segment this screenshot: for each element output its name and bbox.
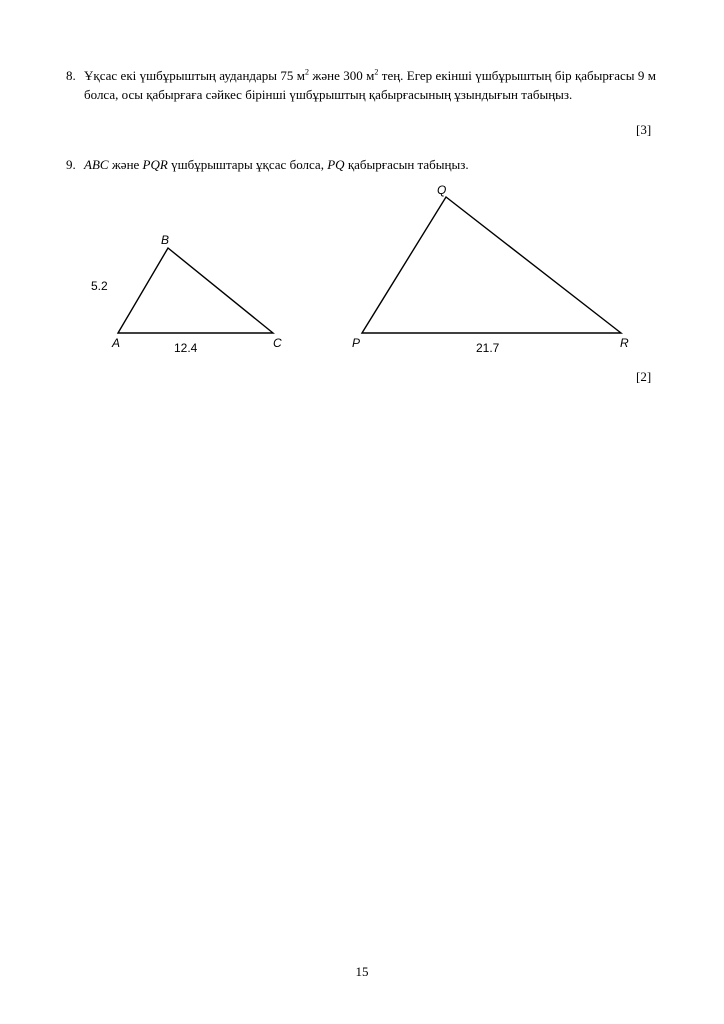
vertex-label-r: R <box>620 336 629 350</box>
side-ac-length: 12.4 <box>174 341 198 355</box>
similar-triangles-figure <box>0 0 724 420</box>
vertex-label-a: A <box>112 336 121 350</box>
side-ab-length: 5.2 <box>91 279 108 293</box>
vertex-label-b: B <box>161 233 170 247</box>
vertex-label-c: C <box>273 336 282 350</box>
vertex-label-p: P <box>352 336 361 350</box>
vertex-label-q: Q <box>437 183 447 197</box>
side-pr-length: 21.7 <box>476 341 500 355</box>
triangle-abc <box>118 248 273 333</box>
question-8-text: Ұқсас екі үшбұрыштың аудандары 75 $м^2$ және 300 $м^2$ тең. Егер екінші үшбұрыштың бір қабырғасы 9 м болса, осы қабырғаға сәйкес бірінші үшбұрыштың қабырғасының ұзындығын табыңыз. <box>84 67 656 102</box>
question-9-number: 9. <box>66 157 76 172</box>
question-8-marks: [3] <box>636 122 652 137</box>
triangle-pqr <box>362 197 621 333</box>
question-8-number: 8. <box>66 68 76 83</box>
question-9-marks: [2] <box>636 369 652 384</box>
page-number: 15 <box>355 964 369 979</box>
question-9-text: ABC және PQR үшбұрыштары ұқсас болса, PQ қабырғасын табыңыз. <box>84 157 469 172</box>
